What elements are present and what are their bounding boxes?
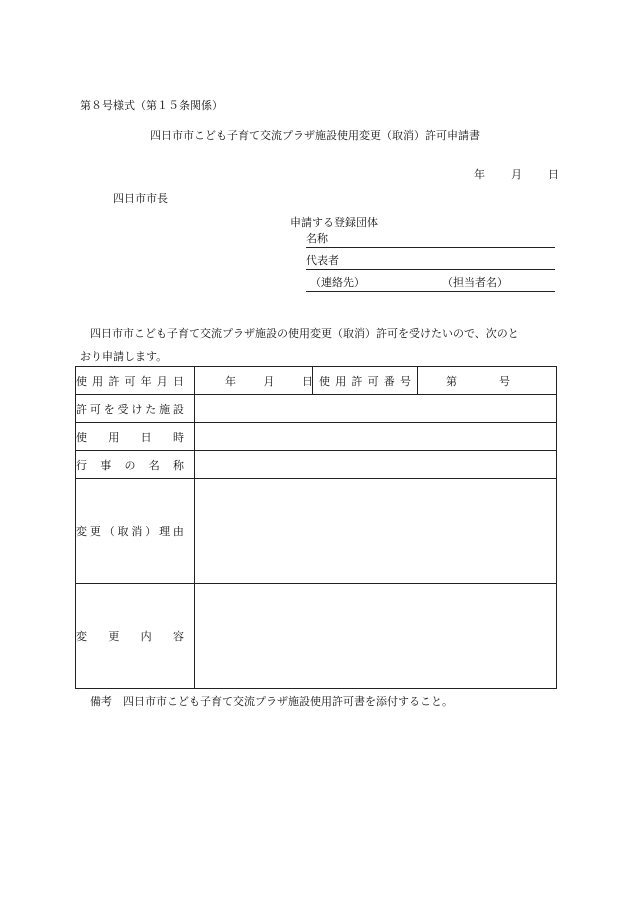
group-name-field[interactable] (306, 233, 555, 248)
permit-date-label (76, 367, 195, 395)
label-char: の (124, 458, 136, 472)
table-row (76, 395, 557, 423)
label-char: 更 (108, 630, 120, 643)
facility-value[interactable] (195, 395, 557, 423)
label-char: 取 (117, 525, 129, 538)
table-row (76, 367, 557, 395)
group-name-label: 名称 (306, 232, 328, 245)
reason-value[interactable] (195, 479, 557, 584)
label-char: 許 (351, 374, 363, 388)
label-char: 用 (335, 374, 347, 388)
label-char: 日 (172, 374, 184, 388)
change-content-label (76, 584, 195, 689)
label-char: 行 (76, 458, 87, 472)
label-char: 日 (302, 374, 313, 388)
label-char: 第 (446, 374, 457, 388)
intro-text (80, 322, 560, 368)
label-char: 使 (76, 374, 87, 388)
label-char: 番 (383, 374, 395, 388)
intro-line-2: おり申請します。 (80, 350, 168, 363)
label-char: 使 (319, 374, 330, 388)
usage-datetime-value[interactable] (195, 423, 557, 451)
representative-label: 代表者 (306, 254, 339, 267)
reason-label (76, 479, 195, 584)
form-number: 第８号様式（第１５条関係） (80, 99, 223, 112)
label-char: 施 (159, 402, 171, 416)
intro-line-1: 四日市市こども子育て交流プラザ施設の使用変更（取消）許可を受けたいので、次のと (90, 327, 519, 340)
contact-label: （連絡先） (310, 276, 365, 289)
date-year-label: 年 (474, 168, 485, 181)
label-char: 号 (499, 374, 510, 388)
label-char: 事 (100, 458, 112, 472)
label-char: 消 (131, 525, 143, 538)
table-row (76, 479, 557, 584)
label-char: 年 (225, 374, 236, 388)
label-char: 月 (156, 374, 168, 388)
label-char: 称 (173, 458, 184, 472)
label-char: 許 (76, 402, 87, 416)
label-char: 受 (117, 402, 129, 416)
label-char: 可 (124, 374, 136, 388)
representative-field[interactable] (306, 255, 555, 270)
event-name-value[interactable] (195, 451, 557, 479)
date-month-label: 月 (511, 168, 522, 181)
label-char: ） (145, 525, 157, 538)
label-char: 号 (399, 374, 411, 388)
label-char: 更 (89, 525, 101, 538)
permit-date-value[interactable] (195, 367, 313, 395)
applicant-group-heading: 申請する登録団体 (290, 216, 378, 229)
label-char: 名 (148, 458, 160, 472)
permit-number-value[interactable] (418, 367, 557, 395)
label-char: 月 (263, 374, 275, 388)
change-content-value[interactable] (195, 584, 557, 689)
document-title: 四日市市こども子育て交流プラザ施設使用変更（取消）許可申請書 (150, 129, 480, 142)
label-char: 用 (108, 430, 120, 444)
label-char: 内 (140, 630, 152, 643)
application-date (474, 166, 559, 182)
event-name-label (76, 451, 195, 479)
label-char: 変 (76, 525, 87, 538)
contact-field[interactable] (306, 277, 555, 292)
table-row (76, 451, 557, 479)
remarks-note: 備考 四日市市こども子育て交流プラザ施設使用許可書を添付すること。 (90, 695, 453, 708)
label-char: 変 (76, 630, 87, 643)
application-table (75, 366, 557, 689)
label-char: （ (103, 525, 115, 538)
label-char: 年 (140, 374, 152, 388)
label-char: 可 (89, 402, 101, 416)
label-char: 時 (172, 430, 184, 444)
label-char: 理 (159, 525, 171, 538)
date-day-label: 日 (548, 168, 559, 181)
label-char: 設 (172, 402, 184, 416)
label-char: 許 (108, 374, 120, 388)
label-char: 由 (172, 525, 184, 538)
label-char: 用 (92, 374, 104, 388)
table-row (76, 423, 557, 451)
staff-name-label: （担当者名） (442, 276, 508, 289)
label-char: を (103, 402, 115, 416)
facility-label (76, 395, 195, 423)
usage-datetime-label (76, 423, 195, 451)
addressee: 四日市市長 (113, 192, 168, 205)
table-row (76, 584, 557, 689)
label-char: 使 (76, 430, 87, 444)
label-char: け (131, 402, 143, 416)
label-char: た (145, 402, 157, 416)
permit-number-label (313, 367, 418, 395)
label-char: 日 (140, 430, 152, 444)
label-char: 容 (172, 630, 184, 643)
label-char: 可 (367, 374, 379, 388)
